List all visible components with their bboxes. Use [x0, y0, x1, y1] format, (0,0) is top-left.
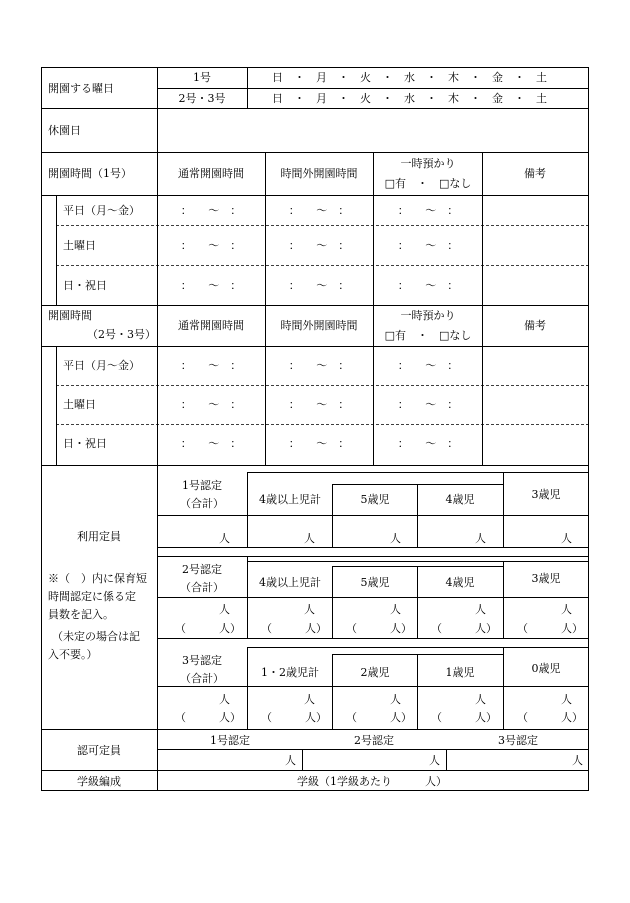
time-field[interactable]: ： ～ ：	[397, 437, 459, 450]
count-field[interactable]: 人	[561, 532, 572, 545]
time-field[interactable]: ： ～ ：	[288, 204, 350, 217]
capacity-note: ※（ ）内に保育短	[48, 572, 147, 585]
age4-header: 4歳児	[445, 493, 475, 506]
age12-header: 1・2歳児計	[261, 666, 319, 679]
count-field[interactable]: 人	[475, 603, 486, 616]
hours1-label: 開園時間（1号）	[48, 167, 132, 180]
time-field[interactable]: ： ～ ：	[180, 279, 242, 292]
short-count-field[interactable]: （ 人）	[346, 711, 412, 724]
auth-cert3-header: 3号認定	[498, 734, 538, 747]
short-count-field[interactable]: （ 人）	[175, 711, 241, 724]
capacity-note: 員数を記入。	[48, 608, 114, 621]
age4-header: 4歳児	[445, 576, 475, 589]
hours-extra-header: 時間外開園時間	[280, 319, 358, 332]
cert2-sublabel: （合計）	[180, 581, 224, 594]
temp-care-header: 一時預かり	[400, 309, 456, 322]
age0-header: 0歳児	[531, 662, 561, 675]
row-weekday-label: 平日（月～金）	[63, 359, 140, 372]
hours-extra-header: 時間外開園時間	[280, 167, 358, 180]
row-weekday-label: 平日（月～金）	[63, 204, 140, 217]
short-count-field[interactable]: （ 人）	[517, 622, 583, 635]
count-field[interactable]: 人	[304, 693, 315, 706]
time-field[interactable]: ： ～ ：	[288, 359, 350, 372]
closed-days-label: 休園日	[48, 124, 81, 137]
short-count-field[interactable]: （ 人）	[261, 622, 327, 635]
count-field[interactable]: 人	[285, 754, 296, 767]
count-field[interactable]: 人	[561, 693, 572, 706]
time-field[interactable]: ： ～ ：	[288, 239, 350, 252]
cert3-label: 3号認定	[182, 654, 222, 667]
closed-days-field[interactable]	[159, 110, 587, 150]
count-field[interactable]: 人	[561, 603, 572, 616]
row-saturday-label: 土曜日	[63, 239, 96, 252]
short-count-field[interactable]: （ 人）	[517, 711, 583, 724]
time-field[interactable]: ： ～ ：	[180, 239, 242, 252]
age2-header: 2歳児	[360, 666, 390, 679]
time-field[interactable]: ： ～ ：	[180, 437, 242, 450]
row-holiday-label: 日・祝日	[63, 279, 107, 292]
capacity-note: 入不要。）	[48, 648, 98, 661]
age4plus-header: 4歳以上児計	[259, 493, 321, 506]
age5-header: 5歳児	[360, 493, 390, 506]
notes-header: 備考	[524, 319, 546, 332]
short-count-field[interactable]: （ 人）	[431, 711, 497, 724]
time-field[interactable]: ： ～ ：	[288, 398, 350, 411]
count-field[interactable]: 人	[429, 754, 440, 767]
cert1-label: 1号認定	[182, 479, 222, 492]
time-field[interactable]: ： ～ ：	[397, 279, 459, 292]
age5-header: 5歳児	[360, 576, 390, 589]
hours23-label: 開園時間	[48, 309, 92, 322]
age4plus-header: 4歳以上児計	[259, 576, 321, 589]
cert1-sublabel: （合計）	[180, 497, 224, 510]
count-field[interactable]: 人	[219, 693, 230, 706]
capacity-label: 利用定員	[77, 530, 121, 543]
capacity-note: （未定の場合は記	[52, 630, 140, 643]
time-field[interactable]: ： ～ ：	[180, 204, 242, 217]
age3-header: 3歳児	[531, 488, 561, 501]
days-group23-list[interactable]: 日 ・ 月 ・ 火 ・ 水 ・ 木 ・ 金 ・ 土	[272, 92, 547, 105]
time-field[interactable]: ： ～ ：	[397, 398, 459, 411]
count-field[interactable]: 人	[219, 532, 230, 545]
count-field[interactable]: 人	[572, 754, 583, 767]
count-field[interactable]: 人	[390, 603, 401, 616]
count-field[interactable]: 人	[390, 693, 401, 706]
time-field[interactable]: ： ～ ：	[397, 239, 459, 252]
capacity-note: 時間認定に係る定	[48, 590, 136, 603]
count-field[interactable]: 人	[390, 532, 401, 545]
short-count-field[interactable]: （ 人）	[346, 622, 412, 635]
short-count-field[interactable]: （ 人）	[261, 711, 327, 724]
time-field[interactable]: ： ～ ：	[397, 359, 459, 372]
hours-normal-header: 通常開園時間	[178, 167, 244, 180]
notes-header: 備考	[524, 167, 546, 180]
hours-normal-header: 通常開園時間	[178, 319, 244, 332]
temp-care-checkboxes[interactable]: □有 ・ □なし	[384, 177, 472, 190]
short-count-field[interactable]: （ 人）	[175, 622, 241, 635]
time-field[interactable]: ： ～ ：	[288, 437, 350, 450]
row-saturday-label: 土曜日	[63, 398, 96, 411]
temp-care-header: 一時預かり	[400, 157, 456, 170]
age3-header: 3歳児	[531, 572, 561, 585]
count-field[interactable]: 人	[219, 603, 230, 616]
time-field[interactable]: ： ～ ：	[180, 359, 242, 372]
row-holiday-label: 日・祝日	[63, 437, 107, 450]
count-field[interactable]: 人	[304, 603, 315, 616]
short-count-field[interactable]: （ 人）	[431, 622, 497, 635]
count-field[interactable]: 人	[304, 532, 315, 545]
days-group1-list[interactable]: 日 ・ 月 ・ 火 ・ 水 ・ 木 ・ 金 ・ 土	[272, 71, 547, 84]
age1-header: 1歳児	[445, 666, 475, 679]
cert3-sublabel: （合計）	[180, 672, 224, 685]
class-org-field[interactable]: 学級（1学級あたり 人）	[297, 775, 447, 788]
temp-care-checkboxes[interactable]: □有 ・ □なし	[384, 329, 472, 342]
auth-cert1-header: 1号認定	[210, 734, 250, 747]
hours23-sublabel: （2号・3号）	[87, 328, 156, 341]
authorized-capacity-label: 認可定員	[77, 744, 121, 757]
time-field[interactable]: ： ～ ：	[180, 398, 242, 411]
cert2-label: 2号認定	[182, 563, 222, 576]
count-field[interactable]: 人	[475, 693, 486, 706]
open-days-label: 開園する曜日	[48, 82, 114, 95]
days-group1-label: 1号	[193, 71, 211, 84]
class-org-label: 学級編成	[77, 775, 121, 788]
time-field[interactable]: ： ～ ：	[288, 279, 350, 292]
auth-cert2-header: 2号認定	[354, 734, 394, 747]
count-field[interactable]: 人	[475, 532, 486, 545]
time-field[interactable]: ： ～ ：	[397, 204, 459, 217]
days-group23-label: 2号・3号	[178, 92, 226, 105]
